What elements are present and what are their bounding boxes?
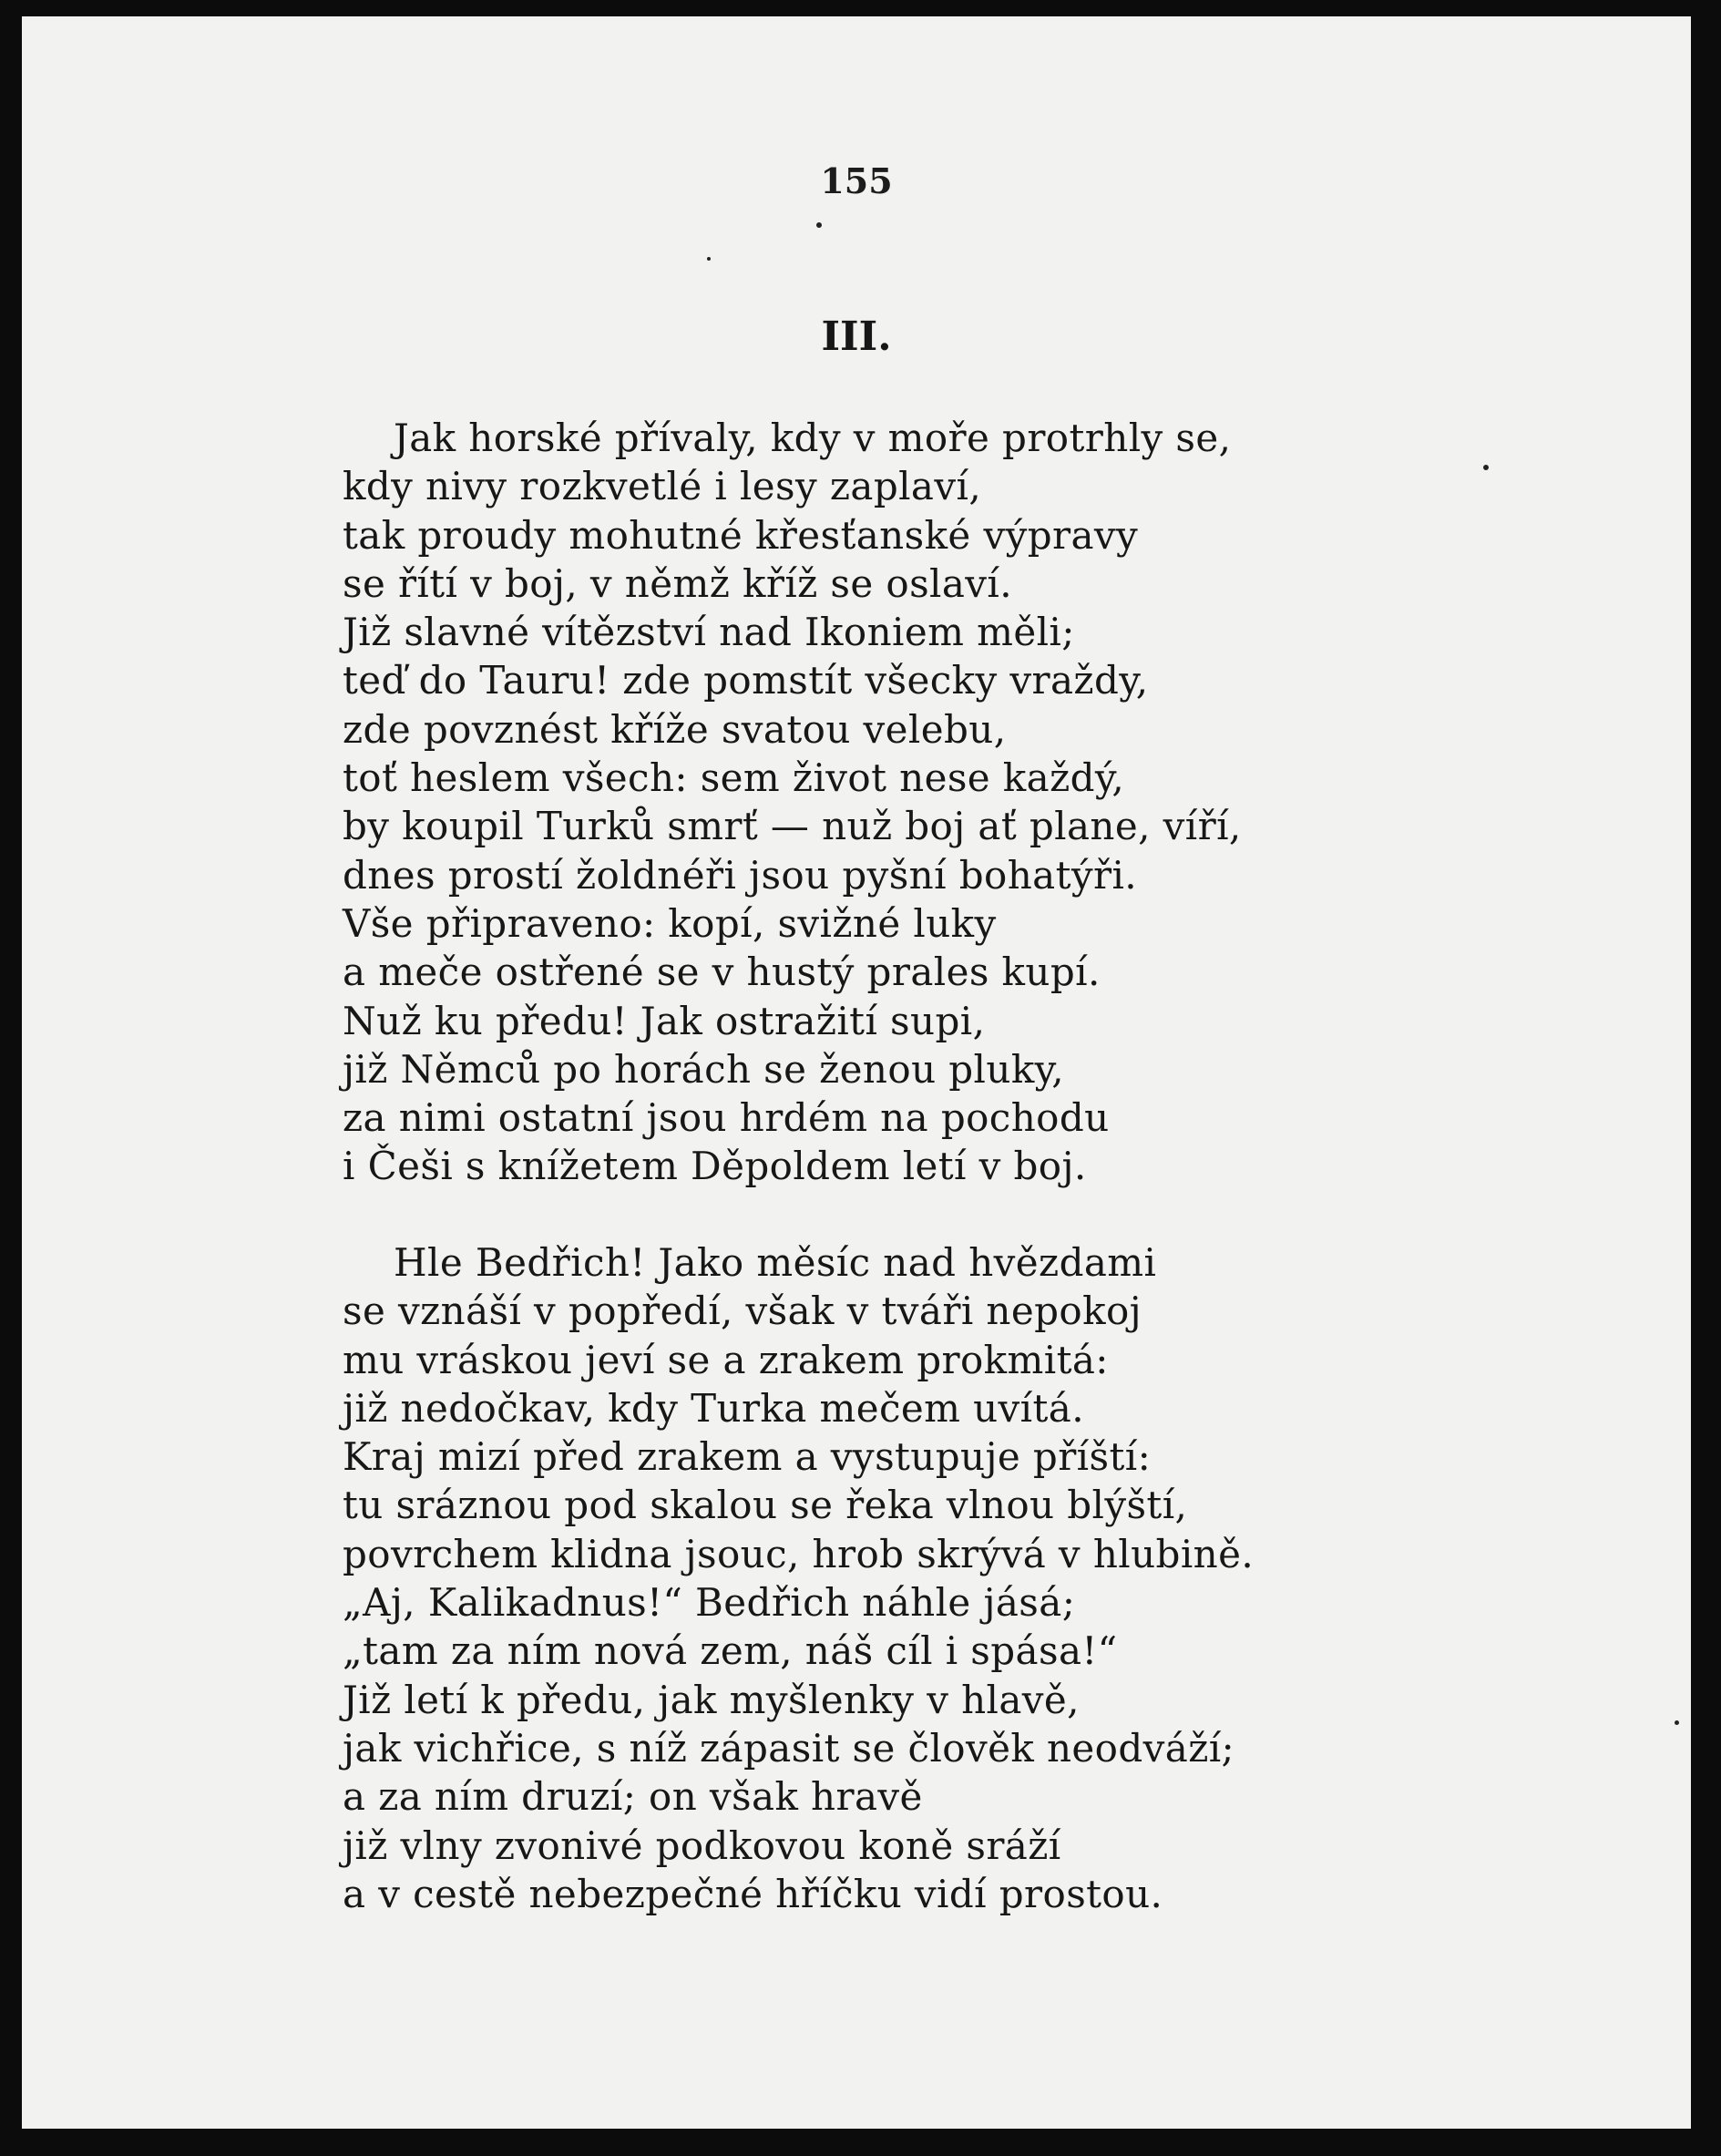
- verse-line: za nimi ostatní jsou hrdém na pochodu: [343, 1095, 1110, 1141]
- verse-line: a meče ostřené se v hustý prales kupí.: [343, 950, 1101, 995]
- verse-line: tak proudy mohutné křesťanské výpravy: [343, 512, 1139, 558]
- print-speck: [707, 257, 711, 261]
- verse-line: Vše připraveno: kopí, svižné luky: [343, 900, 997, 946]
- verse-line: a za ním druzí; on však hravě: [343, 1774, 923, 1820]
- section-heading: III.: [821, 313, 892, 360]
- verse-line: se vznáší v popředí, však v tváři nepokoj: [343, 1288, 1142, 1334]
- print-speck: [816, 222, 822, 228]
- print-speck: [1483, 465, 1489, 470]
- verse-line: i Češi s knížetem Děpoldem letí v boj.: [343, 1144, 1087, 1189]
- verse-line: teď do Tauru! zde pomstít všecky vraždy,: [343, 658, 1149, 703]
- verse-line: dnes prostí žoldnéři jsou pyšní bohatýři.: [343, 852, 1138, 898]
- verse-line: mu vráskou jeví se a zrakem prokmitá:: [343, 1337, 1109, 1382]
- verse-line: Jak horské přívaly, kdy v moře protrhly se,: [394, 416, 1232, 460]
- verse-line: „Aj, Kalikadnus!“ Bedřich náhle jásá;: [343, 1580, 1076, 1626]
- verse-line: toť heslem všech: sem život nese každý,: [343, 755, 1125, 801]
- verse-line: jak vichřice, s níž zápasit se člověk neodváží;: [343, 1725, 1235, 1771]
- verse-line: se řítí v boj, v němž kříž se oslaví.: [343, 560, 1013, 606]
- verse-line: Již letí k předu, jak myšlenky v hlavě,: [343, 1677, 1080, 1722]
- verse-line: Již slavné vítězství nad Ikoniem měli;: [343, 610, 1075, 655]
- verse-line: Kraj mizí před zrakem a vystupuje příští:: [343, 1434, 1152, 1480]
- verse-line: Nuž ku předu! Jak ostražití supi,: [343, 998, 986, 1043]
- verse-line: již Němců po horách se ženou pluky,: [343, 1046, 1064, 1092]
- verse-line: by koupil Turků smrť — nuž boj ať plane, víří,: [343, 804, 1242, 849]
- verse-line: již vlny zvonivé podkovou koně sráží: [343, 1822, 1061, 1868]
- verse-line: povrchem klidna jsouc, hrob skrývá v hlubině.: [343, 1531, 1255, 1576]
- stanza-1: [343, 414, 1242, 1191]
- verse-line: kdy nivy rozkvetlé i lesy zaplaví,: [343, 464, 982, 509]
- page-number: 155: [820, 160, 893, 201]
- print-speck: [1675, 1720, 1679, 1725]
- book-page: [22, 16, 1691, 2129]
- verse-line: Hle Bedřich! Jako měsíc nad hvězdami: [394, 1240, 1157, 1285]
- stanza-2: [343, 1238, 1254, 1918]
- verse-line: již nedočkav, kdy Turka mečem uvítá.: [343, 1385, 1084, 1431]
- verse-line: tu sráznou pod skalou se řeka vlnou blýští,: [343, 1483, 1188, 1528]
- verse-line: a v cestě nebezpečné hříčku vidí prostou.: [343, 1871, 1163, 1916]
- verse-line: zde povznést kříže svatou velebu,: [343, 706, 1007, 752]
- verse-line: „tam za ním nová zem, náš cíl i spása!“: [343, 1628, 1118, 1674]
